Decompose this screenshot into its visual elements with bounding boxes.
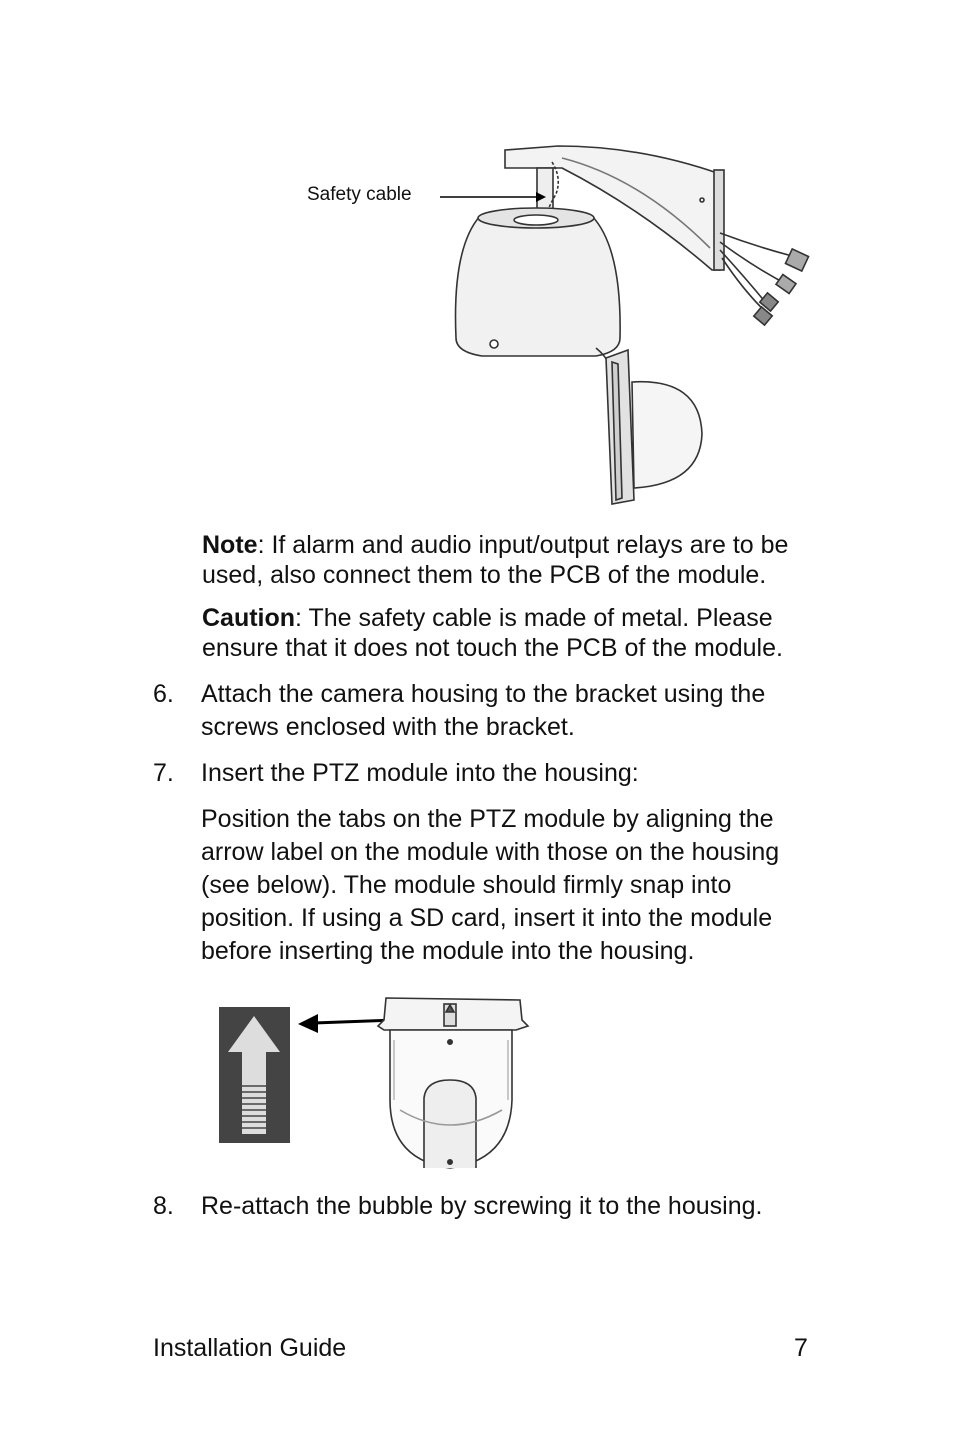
module-alignment-figure — [210, 990, 550, 1175]
step-number: 6. — [153, 680, 174, 708]
note-paragraph — [202, 530, 842, 590]
note-label: Note — [202, 531, 258, 559]
module-alignment-illustration — [210, 990, 550, 1175]
footer-title: Installation Guide — [153, 1334, 347, 1362]
note-text: : If alarm and audio input/output relays are to be used, also connect them to the PCB of the module. — [202, 531, 789, 589]
caution-paragraph — [202, 603, 842, 663]
step-number: 7. — [153, 759, 174, 787]
step-text: Re-attach the bubble by screwing it to the housing. — [201, 1192, 763, 1220]
page-number: 7 — [794, 1334, 808, 1362]
step-text: Insert the PTZ module into the housing: — [201, 759, 639, 787]
caution-label: Caution — [202, 604, 296, 632]
safety-cable-callout: Safety cable — [307, 184, 412, 205]
step-text: Attach the camera housing to the bracket using the screws enclosed with the bracket. — [201, 680, 766, 741]
step-7-detail: Position the tabs on the PTZ module by aligning the arrow label on the module with those on the housing (see below). The module should firmly snap into position. If using a SD card, insert it into the module before inserting the module into the housing. — [201, 805, 780, 965]
caution-text: : The safety cable is made of metal. Please ensure that it does not touch the PCB of the module. — [202, 604, 783, 662]
step-number: 8. — [153, 1192, 174, 1220]
